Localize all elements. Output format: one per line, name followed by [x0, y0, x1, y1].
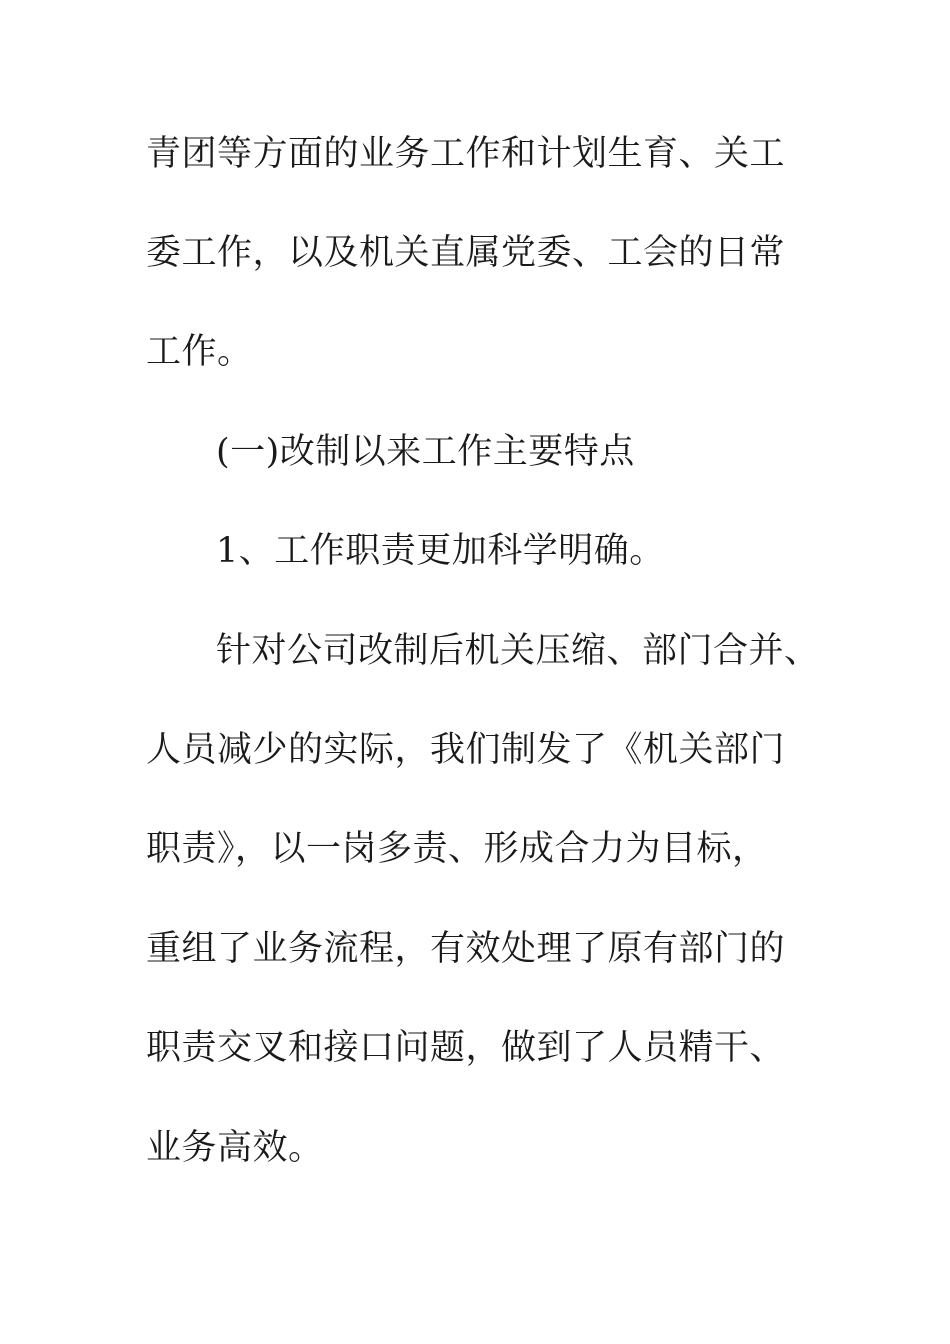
- paragraph-line: 人员减少的实际，我们制发了《机关部门: [146, 730, 786, 770]
- section-heading: (一)改制以来工作主要特点: [216, 432, 635, 472]
- paragraph-line: 职责交叉和接口问题，做到了人员精干、: [146, 1028, 786, 1068]
- paragraph-line: 委工作，以及机关直属党委、工会的日常: [146, 233, 786, 273]
- paragraph-line: 职责》，以一岗多责、形成合力为目标，: [146, 829, 768, 869]
- paragraph-line: 工作。: [146, 332, 253, 372]
- paragraph-line: 青团等方面的业务工作和计划生育、关工: [146, 134, 786, 174]
- paragraph-line: 业务高效。: [146, 1128, 324, 1168]
- paragraph-line: 针对公司改制后机关压缩、部门合并、: [216, 631, 820, 671]
- subsection-heading: 1、工作职责更加科学明确。: [216, 531, 665, 571]
- paragraph-line: 重组了业务流程，有效处理了原有部门的: [146, 929, 786, 969]
